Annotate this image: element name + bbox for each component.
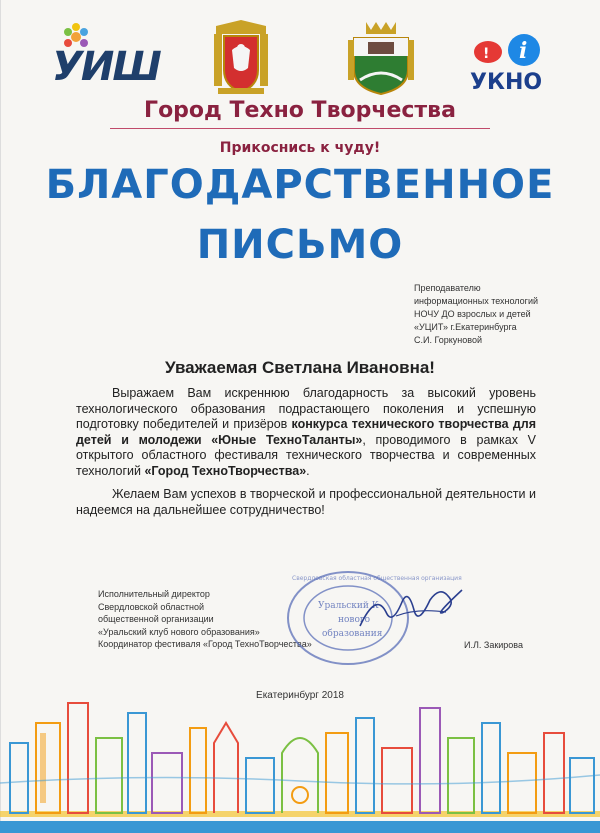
festival-name: «Город ТехноТворчества» <box>144 463 307 478</box>
svg-text:i: i <box>519 38 528 64</box>
place-and-year: Екатеринбург 2018 <box>256 690 344 701</box>
festival-title: Город Техно Творчества <box>144 98 456 123</box>
signer-line: общественной организации <box>98 614 214 624</box>
addressee-block <box>414 282 584 347</box>
addressee-line: С.И. Горкуновой <box>414 335 482 345</box>
document-title-line1: БЛАГОДАРСТВЕННОЕ <box>45 162 555 208</box>
letter-body <box>76 386 536 526</box>
signer-line: Исполнительный директор <box>98 589 210 599</box>
sverdlovsk-coat-of-arms-icon <box>208 18 274 98</box>
ukno-logo-text: УКНО <box>470 70 543 95</box>
addressee-line: «УЦИТ» г.Екатеринбурга <box>414 322 517 332</box>
ekaterinburg-coat-of-arms-icon <box>346 18 416 98</box>
stamp-ring-text: Свердловская областная общественная организация <box>292 575 462 582</box>
uish-logo <box>52 22 178 94</box>
addressee-line: информационных технологий <box>414 296 539 306</box>
svg-text:!: ! <box>483 46 490 62</box>
addressee-line: НОЧУ ДО взрослых и детей <box>414 309 531 319</box>
addressee-line: Преподавателю <box>414 283 481 293</box>
signer-line: Координатор фестиваля «Город ТехноТворчества» <box>98 639 312 649</box>
greeting: Уважаемая Светлана Ивановна! <box>165 358 435 377</box>
stamp-inner-text: Уральский К <box>318 601 379 611</box>
contest-name: конкурса технического творчества для детей и молодежи «Юные ТехноТаланты» <box>76 417 536 447</box>
letter-paragraph-2: Желаем Вам успехов в творческой и профессиональной деятельности и надеемся на дальнейшее сотрудничество! <box>76 487 536 517</box>
info-bubble-icon <box>466 32 556 72</box>
uish-logo-text: УИШ <box>52 44 160 90</box>
cityscape-illustration <box>0 683 600 833</box>
signer-line: «Уральский клуб нового образования» <box>98 626 260 637</box>
title-divider <box>110 128 490 129</box>
document-title-line2: ПИСЬМО <box>196 222 404 268</box>
letter-paragraph-1 <box>76 386 536 479</box>
ukno-logo <box>466 32 556 102</box>
signer-name: И.Л. Закирова <box>464 640 523 650</box>
signature <box>356 582 466 638</box>
stamp-inner-text: нового <box>338 615 371 625</box>
paragraph-text: , проводимого в рамках V открытого областного фестиваля технического творчества и современных технологий <box>76 432 536 478</box>
paragraph-text: Выражаем Вам искреннюю благодарность за высокий уровень технологического образования подрастающего поколения и успешную подготовку победителей и призёров <box>76 386 536 431</box>
signer-line: Свердловской областной <box>98 601 204 612</box>
slogan: Прикоснись к чуду! <box>219 140 381 156</box>
logo-row <box>0 18 600 98</box>
stamp-inner-text: образования <box>322 629 383 639</box>
paragraph-text: . <box>306 463 310 478</box>
